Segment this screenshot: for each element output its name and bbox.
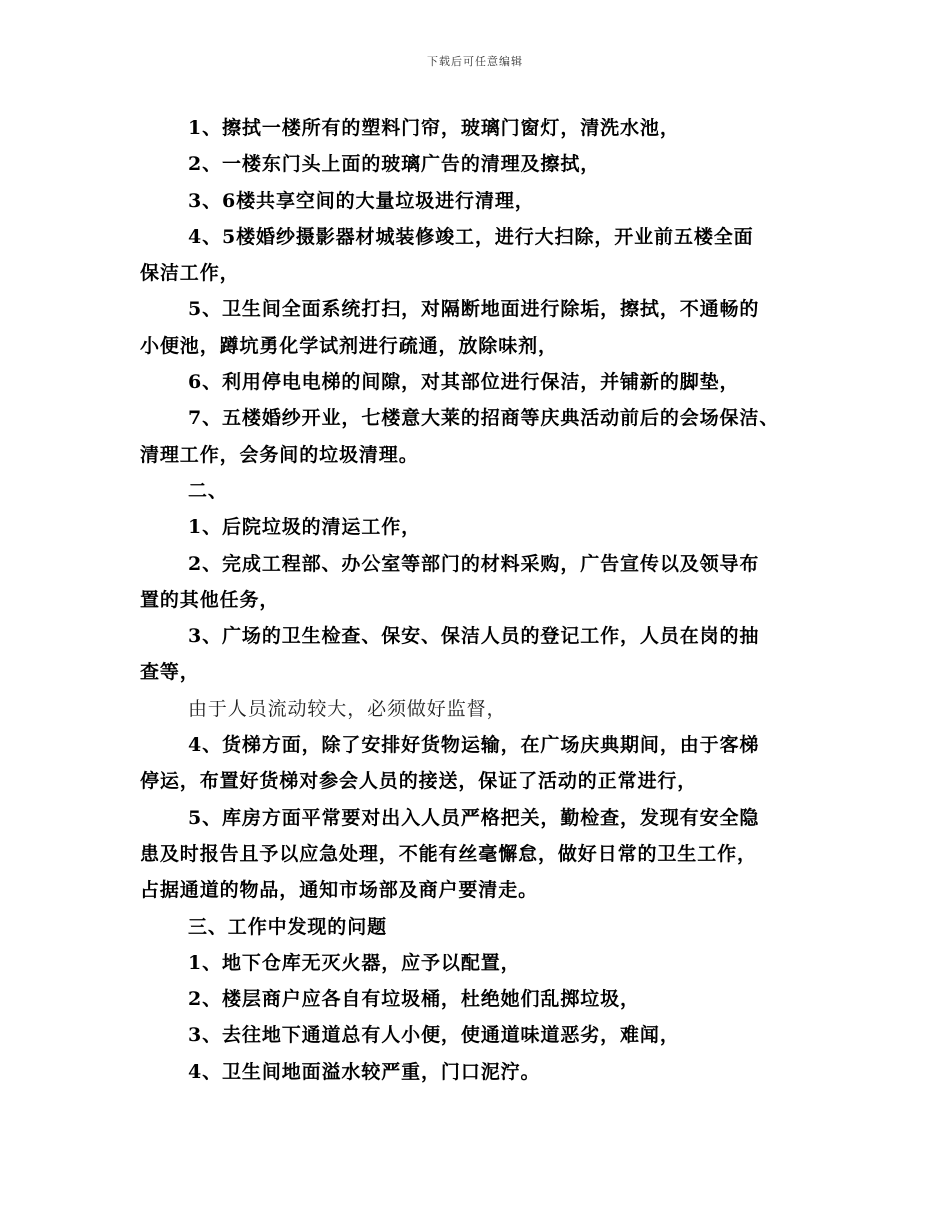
text-line: 4、货梯方面，除了安排好货物运输，在广场庆典期间，由于客梯 bbox=[188, 734, 760, 757]
text-line: 3、广场的卫生检查、保安、保洁人员的登记工作，人员在岗的抽 bbox=[188, 625, 760, 648]
text-line: 5、卫生间全面系统打扫，对隔断地面进行除垢，擦拭，不通畅的 bbox=[188, 298, 760, 321]
text-line: 清理工作，会务间的垃圾清理。 bbox=[140, 443, 419, 466]
section-heading: 三、工作中发现的问题 bbox=[188, 915, 388, 938]
document-body bbox=[140, 110, 830, 1090]
text-line: 小便池，蹲坑勇化学试剂进行疏通，放除味剂， bbox=[140, 334, 558, 357]
text-line: 4、5楼婚纱摄影器材城装修竣工，进行大扫除，开业前五楼全面 bbox=[188, 225, 754, 248]
text-line: 2、一楼东门头上面的玻璃广告的清理及擦拭， bbox=[188, 153, 601, 176]
text-line: 3、去往地下通道总有人小便，使通道味道恶劣，难闻， bbox=[188, 1024, 680, 1047]
header-note: 下载后可任意编辑 bbox=[427, 55, 523, 68]
section-heading: 二、 bbox=[188, 479, 228, 502]
text-line: 1、地下仓库无灭火器，应予以配置， bbox=[188, 951, 521, 974]
text-line: 由于人员流动较大，必须做好监督， bbox=[188, 697, 507, 720]
text-line: 4、卫生间地面溢水较严重，门口泥泞。 bbox=[188, 1060, 541, 1083]
text-line: 7、五楼婚纱开业，七楼意大莱的招商等庆典活动前后的会场保洁、 bbox=[188, 407, 780, 430]
text-line: 保洁工作， bbox=[140, 262, 240, 285]
text-line: 1、擦拭一楼所有的塑料门帘，玻璃门窗灯，清洗水池， bbox=[188, 117, 680, 139]
text-line: 2、完成工程部、办公室等部门的材料采购，广告宣传以及领导布 bbox=[188, 552, 760, 575]
text-line: 停运，布置好货梯对参会人员的接送，保证了活动的正常进行， bbox=[140, 770, 698, 793]
text-line: 置的其他任务， bbox=[140, 588, 280, 611]
text-line: 3、6楼共享空间的大量垃圾进行清理， bbox=[188, 189, 535, 212]
text-line: 5、库房方面平常要对出入人员严格把关，勤检查，发现有安全隐 bbox=[188, 806, 760, 829]
text-line: 患及时报告且予以应急处理，不能有丝毫懈怠，做好日常的卫生工作， bbox=[140, 842, 757, 865]
text-line: 1、后院垃圾的清运工作， bbox=[188, 516, 422, 539]
text-line: 6、利用停电电梯的间隙，对其部位进行保洁，并铺新的脚垫， bbox=[188, 371, 740, 394]
text-line: 2、楼层商户应各自有垃圾桶，杜绝她们乱掷垃圾， bbox=[188, 988, 640, 1011]
text-line: 占据通道的物品，通知市场部及商户要清走。 bbox=[140, 879, 539, 902]
text-line: 查等， bbox=[140, 661, 200, 684]
